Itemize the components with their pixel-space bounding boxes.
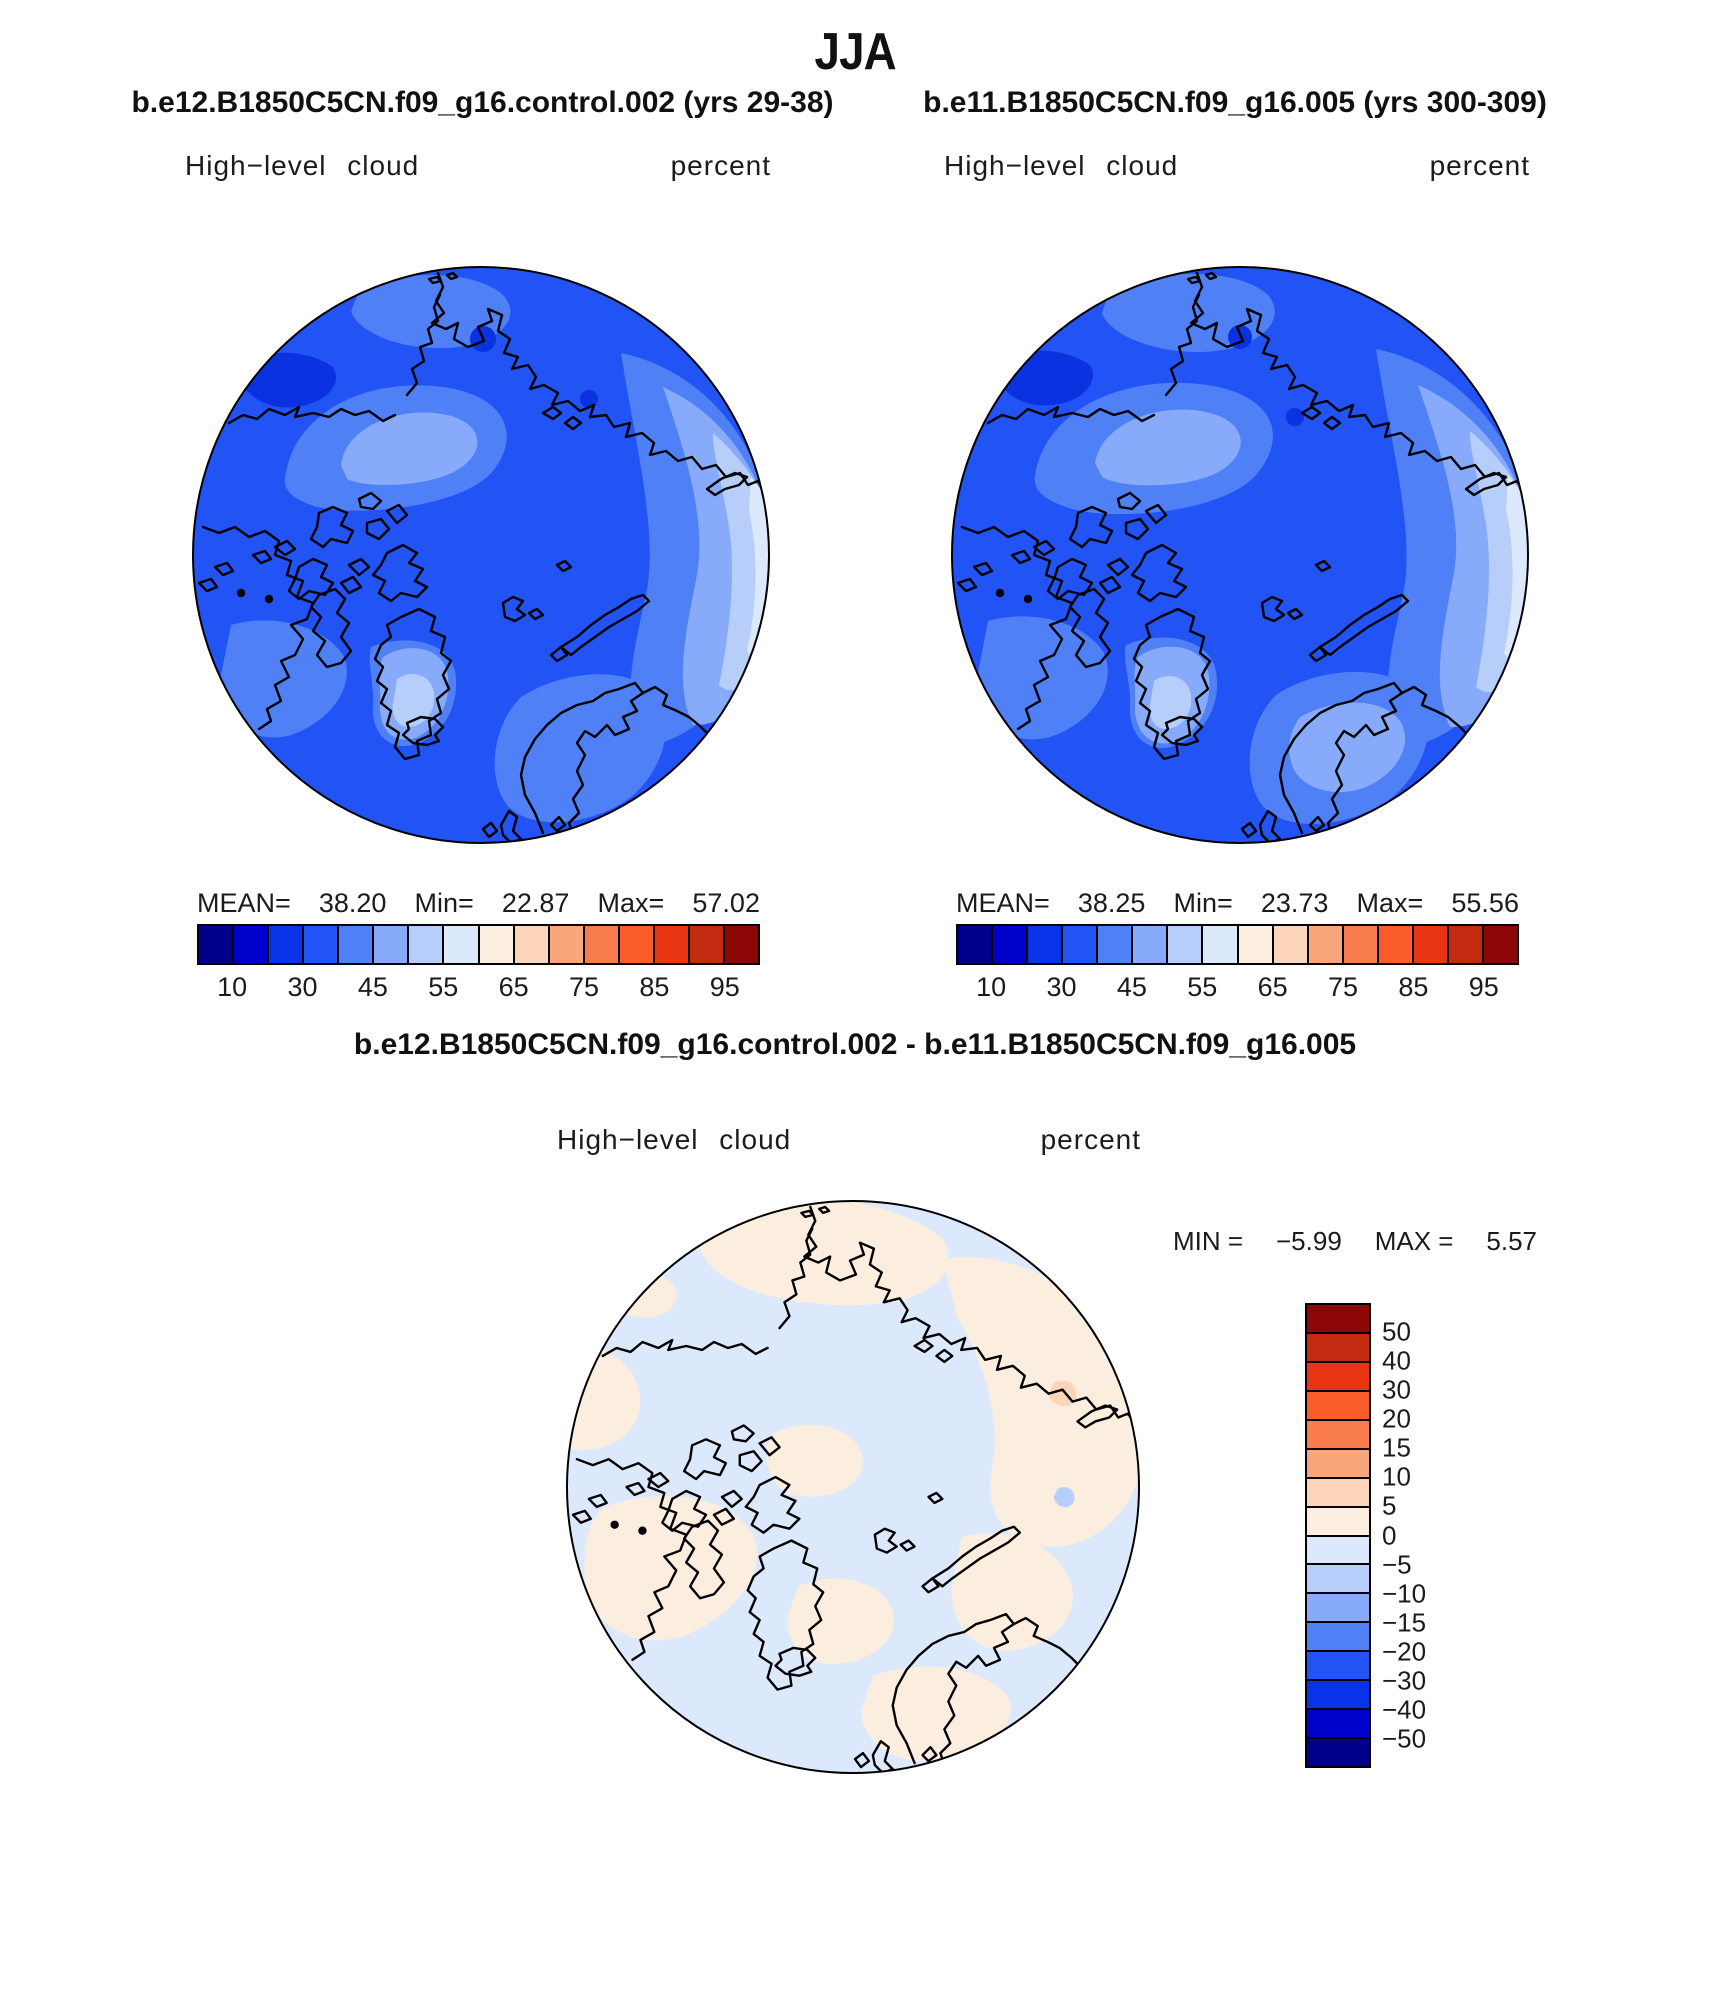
- tick-label: 20: [1382, 1403, 1411, 1434]
- diff-max-label: MAX =: [1374, 1226, 1454, 1256]
- colorbar-cell: [1098, 926, 1133, 963]
- colorbar-cell: [515, 926, 550, 963]
- page-title: [0, 22, 1710, 82]
- tick-label: −20: [1382, 1636, 1427, 1667]
- tick-label: 30: [1046, 972, 1077, 1002]
- colorbar-cell: [1307, 1392, 1369, 1421]
- right-map-label-row: [944, 150, 1530, 182]
- tick-label: 0: [1382, 1520, 1397, 1550]
- left-units-label: percent: [670, 150, 771, 181]
- colorbar-cell: [1307, 1652, 1369, 1681]
- left-colorbar-ticks: [197, 972, 760, 1006]
- tick-label: 85: [1398, 972, 1429, 1002]
- colorbar-cell: [958, 926, 993, 963]
- season-label: JJA: [814, 23, 896, 81]
- map-case2: [950, 265, 1530, 845]
- tick-label: 95: [709, 972, 740, 1002]
- mean-label: MEAN=: [197, 888, 291, 918]
- tick-label: 10: [1382, 1461, 1411, 1492]
- colorbar-cell: [690, 926, 725, 963]
- diff-min-label: MIN =: [1173, 1226, 1244, 1256]
- tick-label: −15: [1382, 1607, 1427, 1638]
- mean-value: 38.20: [318, 888, 387, 918]
- colorbar-cell: [199, 926, 234, 963]
- colorbar-cell: [655, 926, 690, 963]
- colorbar-cell: [1028, 926, 1063, 963]
- colorbar-cell: [585, 926, 620, 963]
- colorbar-cell: [1063, 926, 1098, 963]
- tick-label: −40: [1382, 1694, 1427, 1725]
- left-field-label: High−level cloud: [185, 150, 420, 181]
- case2-title: b.e11.B1850C5CN.f09_g16.005 (yrs 300-309): [923, 86, 1547, 119]
- diff-colorbar: [1305, 1303, 1371, 1768]
- colorbar-cell: [1307, 1508, 1369, 1537]
- colorbar-cell: [1307, 1537, 1369, 1566]
- colorbar-cell: [1274, 926, 1309, 963]
- min-value: 22.87: [501, 888, 570, 918]
- diff-range-row: [1173, 1226, 1537, 1257]
- colorbar-cell: [304, 926, 339, 963]
- diff-min-value: −5.99: [1276, 1226, 1342, 1256]
- tick-label: 95: [1468, 972, 1499, 1002]
- colorbar-cell: [269, 926, 304, 963]
- map-difference: [565, 1199, 1141, 1775]
- colorbar-cell: [1379, 926, 1414, 963]
- right-colorbar-ticks: [956, 972, 1519, 1006]
- colorbar-cell: [1344, 926, 1379, 963]
- colorbar-cell: [725, 926, 758, 963]
- colorbar-cell: [339, 926, 374, 963]
- colorbar-cell: [374, 926, 409, 963]
- tick-label: −50: [1382, 1723, 1427, 1754]
- colorbar-cell: [1449, 926, 1484, 963]
- colorbar-cell: [444, 926, 479, 963]
- colorbar-cell: [620, 926, 655, 963]
- tick-label: −10: [1382, 1578, 1427, 1609]
- min-label: Min=: [414, 888, 474, 918]
- map-case1: [191, 265, 771, 845]
- case1-title: b.e12.B1850C5CN.f09_g16.control.002 (yrs 29-38): [131, 86, 834, 119]
- colorbar-cell: [1168, 926, 1203, 963]
- tick-label: 45: [357, 972, 388, 1002]
- tick-label: 10: [976, 972, 1007, 1002]
- colorbar-cell: [409, 926, 444, 963]
- tick-label: 40: [1382, 1345, 1411, 1376]
- colorbar-cell: [1307, 1623, 1369, 1652]
- diff-max-value: 5.57: [1486, 1226, 1537, 1256]
- tick-label: 55: [428, 972, 459, 1002]
- tick-label: 50: [1382, 1316, 1411, 1347]
- colorbar-cell: [1307, 1739, 1369, 1766]
- tick-label: 75: [1328, 972, 1359, 1002]
- min-label: Min=: [1173, 888, 1233, 918]
- tick-label: −5: [1382, 1549, 1412, 1580]
- colorbar-cell: [1307, 1421, 1369, 1450]
- mean-label: MEAN=: [956, 888, 1050, 918]
- colorbar-cell: [234, 926, 269, 963]
- left-stats-row: [197, 888, 760, 919]
- colorbar-cell: [1203, 926, 1238, 963]
- tick-label: 55: [1187, 972, 1218, 1002]
- right-field-label: High−level cloud: [944, 150, 1179, 181]
- tick-label: −30: [1382, 1665, 1427, 1696]
- tick-label: 45: [1116, 972, 1147, 1002]
- colorbar-cell: [1307, 1565, 1369, 1594]
- right-units-label: percent: [1429, 150, 1530, 181]
- tick-label: 65: [1257, 972, 1288, 1002]
- max-value: 57.02: [692, 888, 760, 918]
- max-label: Max=: [597, 888, 665, 918]
- right-stats-row: [956, 888, 1519, 919]
- colorbar-cell: [1309, 926, 1344, 963]
- colorbar-cell: [1414, 926, 1449, 963]
- tick-label: 30: [287, 972, 318, 1002]
- colorbar-cell: [1307, 1450, 1369, 1479]
- mean-value: 38.25: [1077, 888, 1146, 918]
- colorbar-cell: [1307, 1710, 1369, 1739]
- max-label: Max=: [1356, 888, 1424, 918]
- colorbar-cell: [480, 926, 515, 963]
- diff-map-label-row: [557, 1124, 1141, 1156]
- tick-label: 5: [1382, 1490, 1397, 1521]
- diff-title: b.e12.B1850C5CN.f09_g16.control.002 - b.e11.B1850C5CN.f09_g16.005: [353, 1028, 1357, 1061]
- min-value: 23.73: [1260, 888, 1329, 918]
- tick-label: 10: [217, 972, 248, 1002]
- colorbar-cell: [1239, 926, 1274, 963]
- colorbar-cell: [1307, 1681, 1369, 1710]
- tick-label: 65: [498, 972, 529, 1002]
- colorbar-cell: [993, 926, 1028, 963]
- colorbar-cell: [1307, 1594, 1369, 1623]
- tick-label: 30: [1382, 1374, 1411, 1405]
- tick-label: 15: [1382, 1432, 1411, 1463]
- colorbar-cell: [1484, 926, 1517, 963]
- colorbar-cell: [1133, 926, 1168, 963]
- max-value: 55.56: [1451, 888, 1519, 918]
- colorbar-cell: [550, 926, 585, 963]
- tick-label: 75: [569, 972, 600, 1002]
- left-map-label-row: [185, 150, 771, 182]
- colorbar-cell: [1307, 1479, 1369, 1508]
- diff-field-label: High−level cloud: [557, 1124, 792, 1155]
- tick-label: 85: [639, 972, 670, 1002]
- left-colorbar: [197, 924, 760, 965]
- colorbar-cell: [1307, 1334, 1369, 1363]
- colorbar-cell: [1307, 1305, 1369, 1334]
- colorbar-cell: [1307, 1363, 1369, 1392]
- diff-units-label: percent: [1040, 1124, 1141, 1155]
- right-colorbar: [956, 924, 1519, 965]
- diff-colorbar-ticks: [1382, 1303, 1452, 1768]
